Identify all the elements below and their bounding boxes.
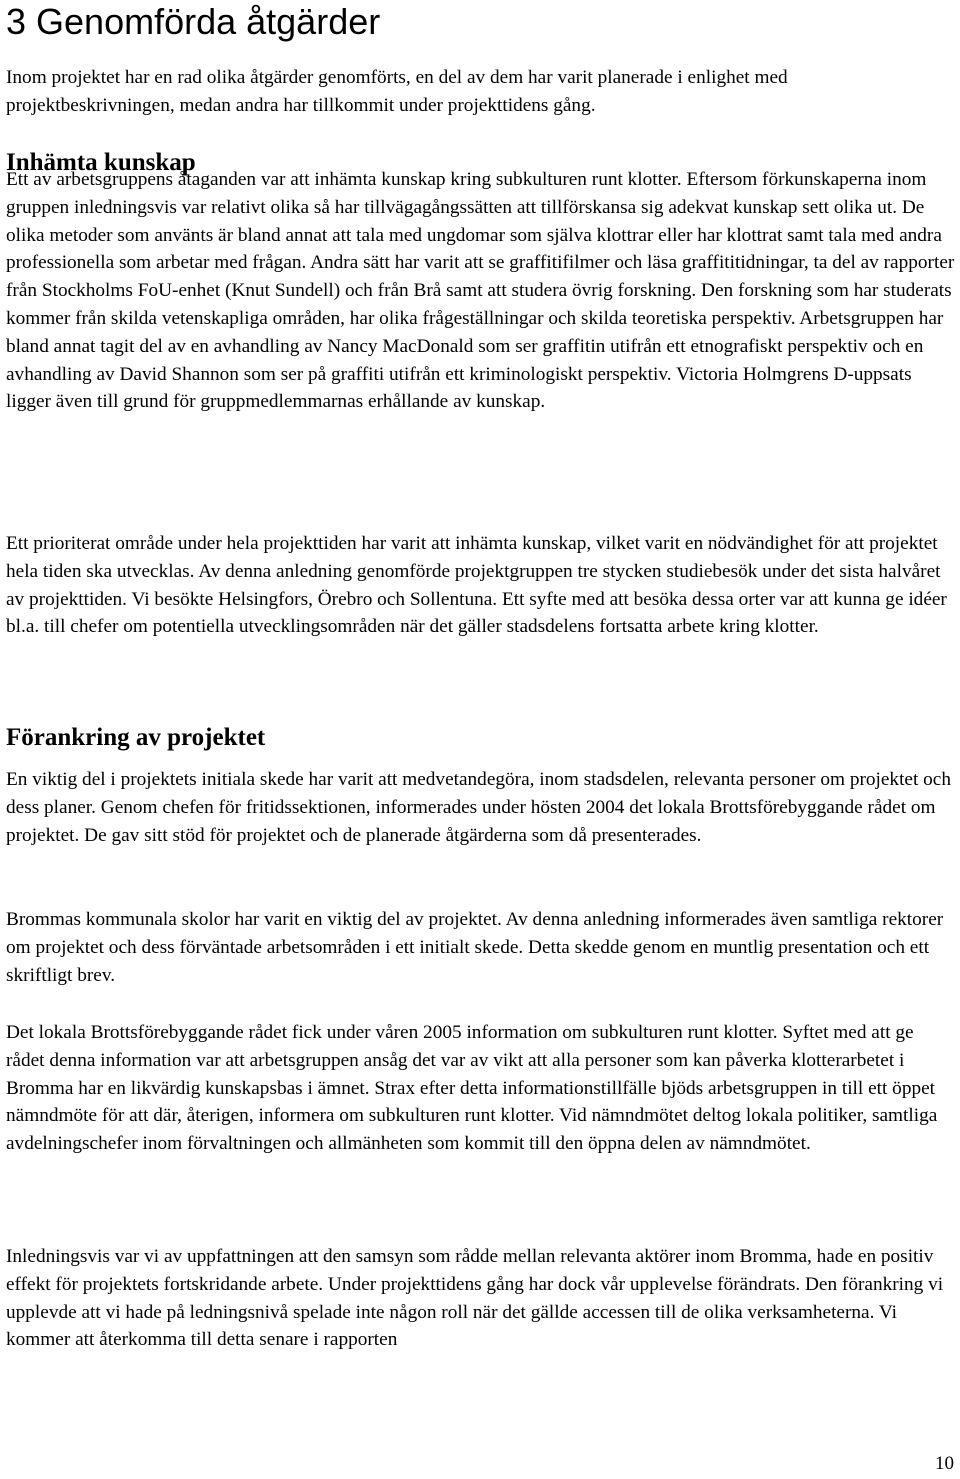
paragraph-forankring-3: Det lokala Brottsförebyggande rådet fick under våren 2005 information om subkulturen runt klotter. Syftet med att ge rådet denna information var att arbetsgruppen ansåg det var av vikt att alla personer som kan påverka klotterarbetet i Bromma har en likvärdig kunskapsbas i ämnet. Strax efter detta informationstillfälle bjöds arbetsgruppen in till ett öppet nämndmöte för att där, återigen, informera om subkulturen runt klotter. Vid nämndmötet deltog lokala politiker, samtliga avdelningschefer inom förvaltningen och allmänheten som kommit till den öppna delen av nämndmötet.: [6, 1022, 938, 1155]
page-number: 10: [935, 1453, 954, 1474]
section-heading-forankring: Förankring av projektet: [6, 724, 266, 751]
paragraph-forankring-4: Inledningsvis var vi av uppfattningen att den samsyn som rådde mellan relevanta aktörer inom Bromma, hade en positiv effekt för projektets fortskridande arbete. Under projekttidens gång har dock vår upplevelse förändrats. Den förankring vi upplevde att vi hade på ledningsnivå spelade inte någon roll när det gällde accessen till de olika verksamheterna. Vi kommer att återkomma till detta senare i rapporten: [6, 1246, 944, 1351]
intro-paragraph: Inom projektet har en rad olika åtgärder genomförts, en del av dem har varit planerade i enlighet med projektbeskrivningen, medan andra har tillkommit under projekttidens gång.: [6, 67, 788, 116]
paragraph-kunskap-2: Ett prioriterat område under hela projekttiden har varit att inhämta kunskap, vilket varit en nödvändighet för att projektet hela tiden ska utvecklas. Av denna anledning genomförde projektgruppen tre stycken studiebesök under det sista halvåret av projekttiden. Vi besökte Helsingfors, Örebro och Sollentuna. Ett syfte med att besöka dessa orter var att kunna ge idéer bl.a. till chefer om potentiella utvecklingsområden när det gäller stadsdelens fortsatta arbete kring klotter.: [6, 533, 947, 638]
section-heading-inhamta-kunskap: Inhämta kunskap: [6, 149, 196, 176]
paragraph-forankring-2: Brommas kommunala skolor har varit en viktig del av projektet. Av denna anledning informerades även samtliga rektorer om projektet och dess förväntade arbetsområden i ett initialt skede. Detta skedde genom en muntlig presentation och ett skriftligt brev.: [6, 909, 944, 986]
chapter-heading: 3 Genomförda åtgärder: [6, 1, 381, 42]
paragraph-forankring-1: En viktig del i projektets initiala skede har varit att medvetandegöra, inom stadsdelen, relevanta personer om projektet och dess planer. Genom chefen för fritidssektionen, informerades under hösten 2004 det lokala Brottsförebyggande rådet om projektet. De gav sitt stöd för projektet och de planerade åtgärderna som då presenterades.: [6, 769, 952, 846]
paragraph-kunskap-1: Ett av arbetsgruppens åtaganden var att inhämta kunskap kring subkulturen runt klotter. Eftersom förkunskaperna inom gruppen inledningsvis var relativt olika så har tillvägagångssätten att tillförskansa sig adekvat kunskap sett olika ut. De olika metoder som använts är bland annat att tala med ungdomar som själva klottrar eller har klottrat samt tala med andra professionella som arbetar med frågan. Andra sätt har varit att se graffitifilmer och läsa graffititidningar, ta del av rapporter från Stockholms FoU-enhet (Knut Sundell) och från Brå samt att studera övrig forskning. Den forskning som har studerats kommer från skilda vetenskapliga områden, har olika frågeställningar och skilda teoretiska perspektiv. Arbetsgruppen har bland annat tagit del av en avhandling av Nancy MacDonald som ser graffitin utifrån ett etnografiskt perspektiv och en avhandling av David Shannon som ser på graffiti utifrån ett kriminologiskt perspektiv. Victoria Holmgrens D-uppsats ligger även till grund för gruppmedlemmarnas erhållande av kunskap.: [6, 169, 955, 413]
